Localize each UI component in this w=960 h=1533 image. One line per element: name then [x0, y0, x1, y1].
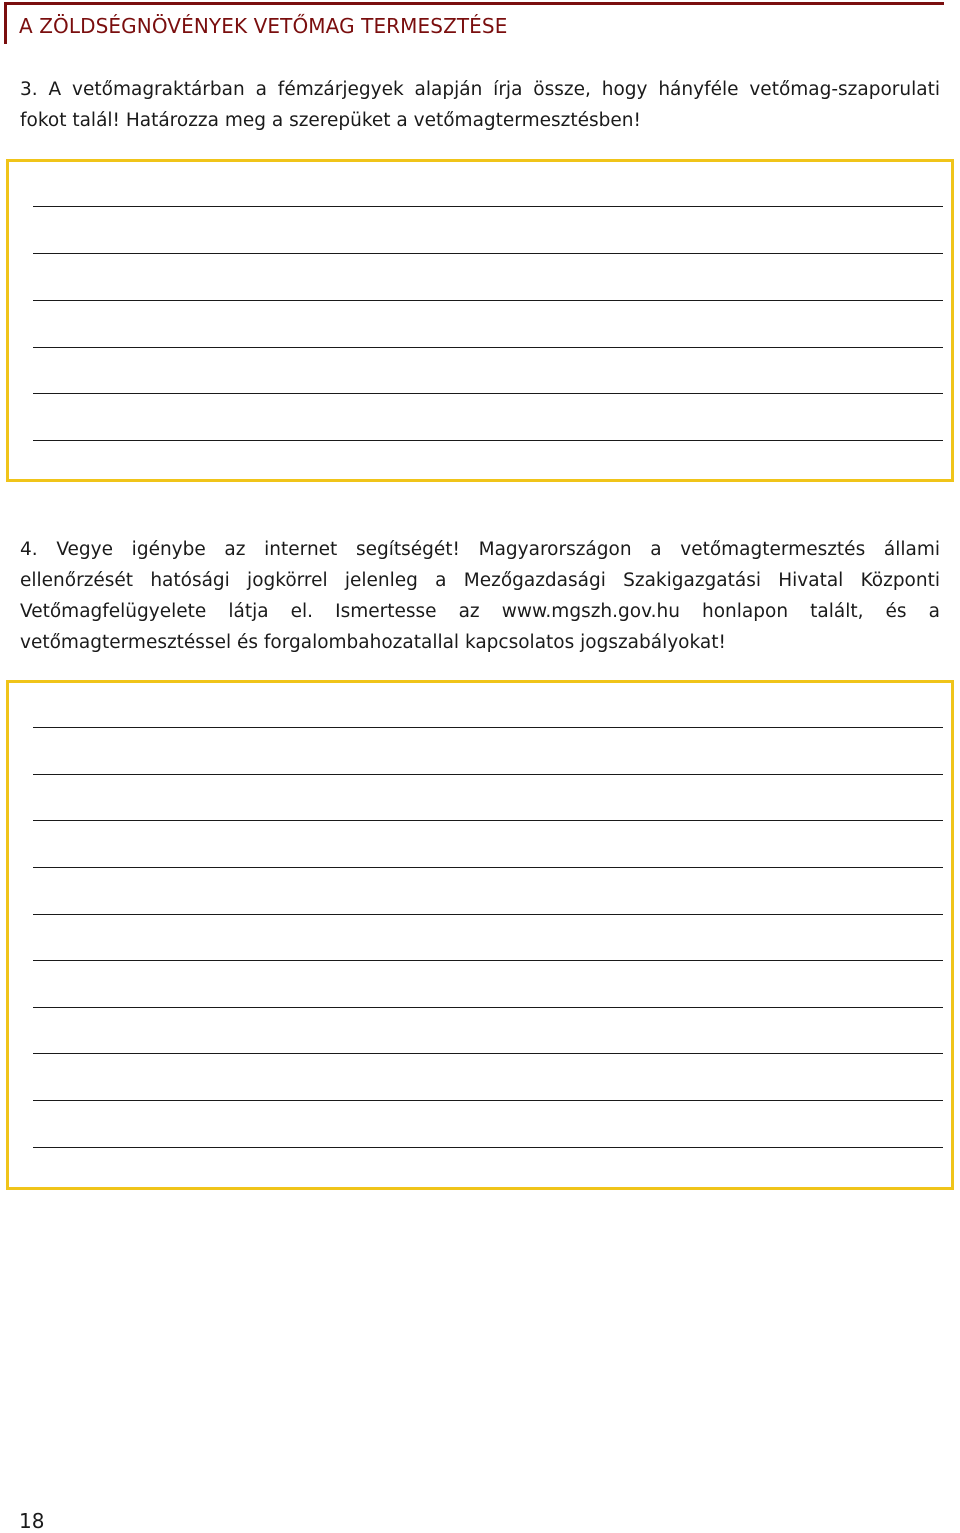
answer-line — [33, 206, 943, 207]
answer-line — [33, 867, 943, 868]
answer-line — [33, 727, 943, 728]
page-number: 18 — [19, 1509, 45, 1533]
answer-line — [33, 1147, 943, 1148]
task-3-text: 3. A vetőmagraktárban a fémzárjegyek alapján írja össze, hogy hányféle vetőmag-szaporulati fokot talál! Határozza meg a szerepüket a vetőmagtermesztésben! — [20, 79, 940, 131]
answer-line — [33, 774, 943, 775]
answer-line — [33, 440, 943, 441]
task-4-text: 4. Vegye igénybe az internet segítségét! Magyarországon a vetőmagtermesztés állami ellenőrzését hatósági jogkörrel jelenleg a Mezőgazdasági Szakigazgatási Hivatal Központi Vetőmagfelügyelete látja el. Ismertesse az www.mgszh.gov.hu honlapon talált, és a vetőmagtermesztéssel és forgalombahozatallal kapcsolatos jogszabályokat! — [20, 539, 940, 653]
answer-line — [33, 300, 943, 301]
answer-line — [33, 820, 943, 821]
answer-line — [33, 960, 943, 961]
answer-box-task-3[interactable] — [6, 159, 954, 482]
answer-line — [33, 914, 943, 915]
answer-line — [33, 253, 943, 254]
answer-line — [33, 1007, 943, 1008]
answer-box-task-4[interactable] — [6, 680, 954, 1190]
answer-line — [33, 1053, 943, 1054]
answer-line — [33, 347, 943, 348]
answer-line — [33, 1100, 943, 1101]
answer-line — [33, 393, 943, 394]
page-header-title: A ZÖLDSÉGNÖVÉNYEK VETŐMAG TERMESZTÉSE — [19, 14, 508, 38]
